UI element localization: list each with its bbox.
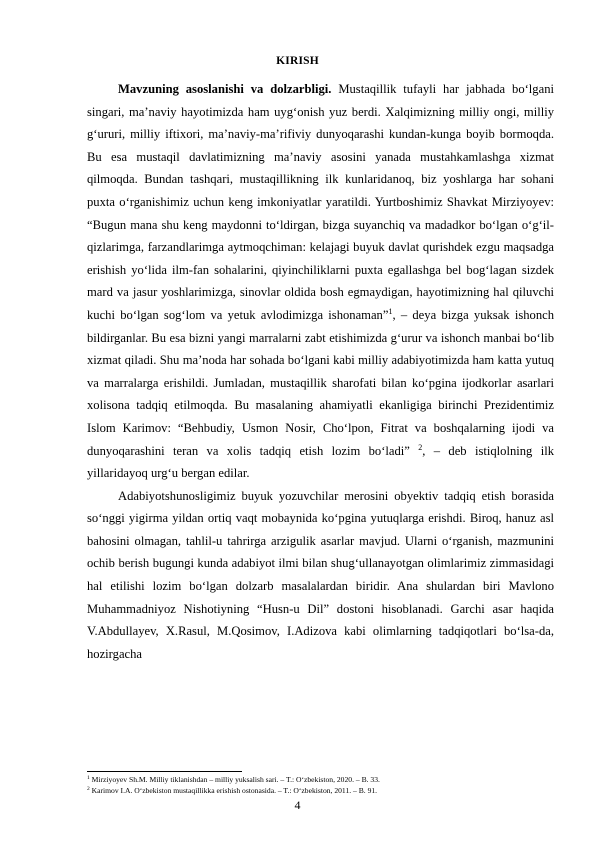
section-lead: Mavzuning asoslanishi va dolzarbligi. (118, 82, 332, 96)
footnote-1 (87, 774, 554, 785)
page-number: 4 (294, 798, 301, 812)
footnote-ref-2: 2 (418, 442, 423, 452)
paragraph-text: , – deya bizga yuksak ishonch bildirganlar. Bu esa bizni yangi marralarni zabt etishimizda g‘urur va ishonch manbai bo‘lib xizmat qiladi. Shu ma’noda har sohada bo‘lgani kabi milliy adabiyotimizda ham katta yutuq va marralarga erishildi. Jumladan, mustaqillik sharofati bilan ko‘pgina ijodkorlar asarlari xolisona tadqiq etilmoqda. Bu masalaning ahamiyatli ekanligiga birinchi Prezidentimiz Islom Karimov: “Behbudiy, Usmon Nosir, Cho‘lpon, Fitrat va boshqalarning ijodi va dunyoqarashini teran va xolis tadqiq etish lozim bo‘ladi” (87, 307, 555, 458)
footnote-number: 2 (87, 786, 90, 792)
footnote-text: Karimov I.A. O‘zbekiston mustaqillikka erishish ostonasida. – T.: O‘zbekiston, 2011. – B. 91. (89, 786, 378, 795)
paragraph-text: Mustaqillik tufayli har jabhada bo‘lgani singari, ma’naviy hayotimizda ham uyg‘onish yuz berdi. Xalqimizning milliy ongi, milliy g‘ururi, milliy iftixori, ma’naviy-ma’rifiviy dunyoqarashi kundan-kunga boyib bormoqda. Bu esa mustaqil davlatimizning ma’naviy asosini yanada mustahkamlashga xizmat qilmoqda. Bundan tashqari, mustaqillikning ilk kunlaridanoq, biz yoshlarga har sohani puxta o‘rganishimiz uchun keng imkoniyatlar yaratildi. Yurtboshimiz Shavkat Mirziyoyev: “Bugun mana shu keng maydonni to‘ldirgan, bizga suyanchiq va madadkor bo‘lgan o‘g‘il-qizlarimga, farzandlarimga aytmoqchiman: kelajagi buyuk davlat qurishdek ezgu maqsadga erishish yo‘lida ilm-fan sohalarini, qiyinchiliklarni puxta egallashga bel bog‘lagan sizdek mard va jasur yoshlarimizga, sinovlar oldida bosh egmaydigan, hayotimizning hal qiluvchi kuchi bo‘lgan sog‘lom va yetuk avlodimizga ishonaman” (87, 82, 554, 322)
main-text (87, 78, 554, 665)
paragraph-intro (87, 78, 554, 485)
footnote-ref-1: 1 (388, 306, 393, 316)
paragraph-text: Adabiyotshunosligimiz buyuk yozuvchilar merosini obyektiv tadqiq etish borasida so‘nggi yigirma yildan ortiq vaqt mobaynida ko‘pgina yutuqlarga erishdi. Biroq, hanuz asl bahosini olmagan, tahlil-u tahrirga arzigulik asarlar mavjud. Ularni o‘rganish, mazmunini ochib berish bugungi kunda adabiyot ilmi bilan shug‘ullanayotgan olimlarimiz zimmasidagi hal etilishi lozim bo‘lgan dolzarb masalalardan biridir. Ana shulardan biri Mavlono Muhammadniyoz Nishotiyning “Husn-u Dil” dostoni hisoblanadi. Garchi asar haqida V.Abdullayev, X.Rasul, M.Qosimov, I.Adizova kabi olimlarning tadqiqotlari bo‘lsa-da, hozirgacha (87, 488, 554, 661)
footnote-divider (87, 771, 242, 772)
footnotes (87, 771, 554, 796)
footnote-number: 1 (87, 775, 90, 781)
footnote-text: Mirziyoyev Sh.M. Milliy tiklanishdan – milliy yuksalish sari. – T.: O‘zbekiston, 2020. – B. 33. (89, 775, 380, 784)
page-title: KIRISH (276, 55, 319, 67)
paragraph-research (87, 485, 554, 666)
footnote-2 (87, 785, 554, 796)
paragraph-text: , – deb istiqlolning ilk yillaridayoq urg‘u bergan edilar. (87, 443, 554, 481)
